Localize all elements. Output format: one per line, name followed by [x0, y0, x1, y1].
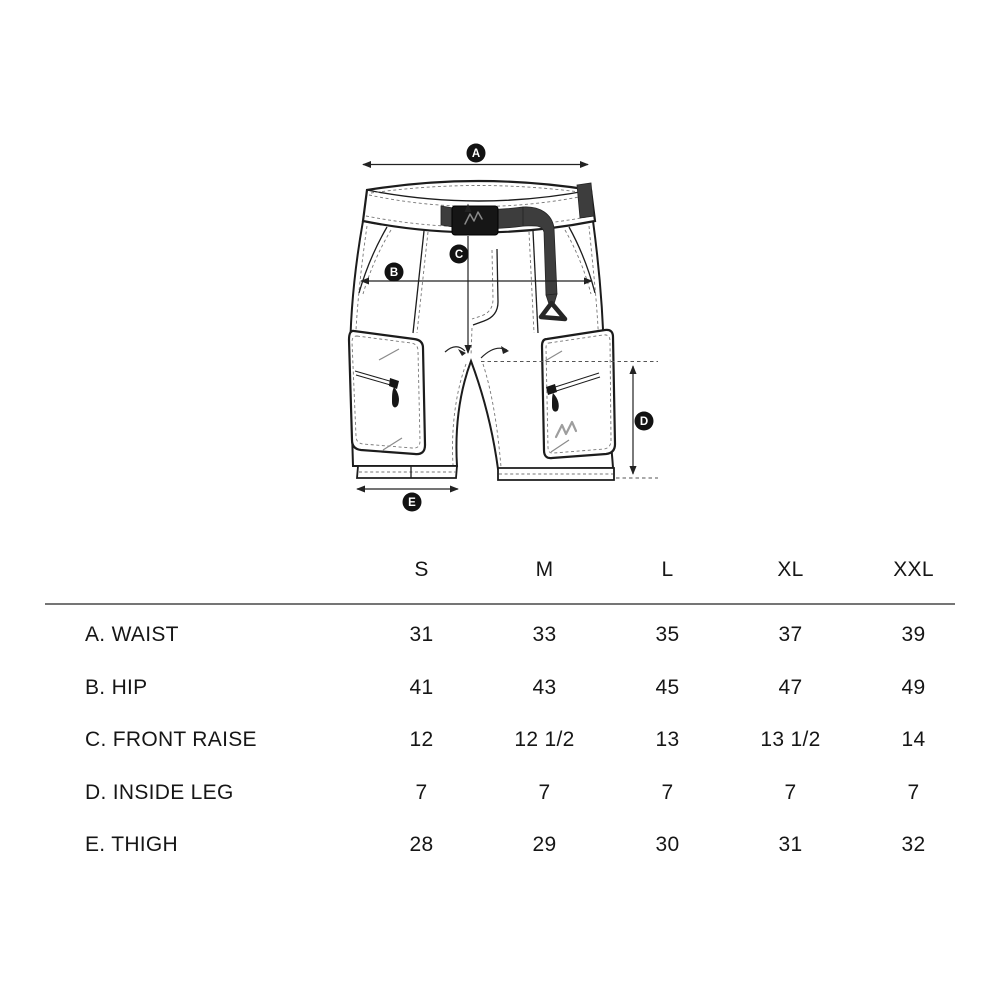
shorts-technical-drawing	[300, 120, 700, 540]
size-value: 35	[655, 623, 680, 647]
table-row-hip	[45, 662, 975, 715]
size-value: 7	[907, 780, 920, 804]
size-value: 7	[661, 780, 674, 804]
size-value: 31	[409, 623, 434, 647]
size-col-header-s: S	[414, 557, 429, 581]
size-value: 28	[409, 833, 434, 857]
size-table	[45, 548, 975, 872]
row-label: D. INSIDE LEG	[85, 780, 234, 804]
size-value: 29	[532, 833, 557, 857]
size-col-header-l: L	[661, 557, 674, 581]
size-value: 41	[409, 675, 434, 699]
svg-text:C: C	[454, 249, 464, 261]
size-table-body	[45, 605, 975, 872]
row-label: E. THIGH	[85, 833, 179, 857]
row-label: C. FRONT RAISE	[85, 728, 257, 752]
size-value: 43	[532, 675, 557, 699]
size-table-header	[45, 548, 975, 603]
svg-text:A: A	[471, 148, 481, 160]
cargo-pocket-left	[349, 331, 425, 454]
row-label: A. WAIST	[85, 623, 179, 647]
size-value: 13	[655, 728, 680, 752]
size-value: 31	[778, 833, 803, 857]
belt-keeper	[577, 183, 594, 218]
size-col-header-xxl: XXL	[893, 557, 934, 581]
table-row-inside-leg	[45, 767, 975, 820]
cargo-pocket-right	[542, 330, 615, 458]
size-value: 13 1/2	[760, 728, 821, 752]
size-value: 12	[409, 728, 434, 752]
size-value: 7	[538, 780, 551, 804]
size-value: 47	[778, 675, 803, 699]
measure-a	[363, 144, 588, 165]
size-value: 39	[901, 623, 926, 647]
size-value: 32	[901, 833, 926, 857]
size-value: 33	[532, 623, 557, 647]
size-value: 49	[901, 675, 926, 699]
size-col-header-xl: XL	[777, 557, 804, 581]
size-value: 37	[778, 623, 803, 647]
measure-e	[357, 489, 458, 512]
size-value: 7	[784, 780, 797, 804]
svg-text:E: E	[408, 497, 416, 509]
table-row-front-raise	[45, 714, 975, 767]
svg-text:D: D	[639, 416, 649, 428]
size-value: 12 1/2	[514, 728, 575, 752]
row-label: B. HIP	[85, 675, 148, 699]
size-value: 7	[415, 780, 428, 804]
size-value: 30	[655, 833, 680, 857]
table-row-waist	[45, 609, 975, 662]
svg-text:B: B	[389, 267, 399, 279]
leg-hems	[357, 466, 614, 480]
table-row-thigh	[45, 819, 975, 872]
size-value: 45	[655, 675, 680, 699]
size-col-header-m: M	[535, 557, 554, 581]
size-value: 14	[901, 728, 926, 752]
